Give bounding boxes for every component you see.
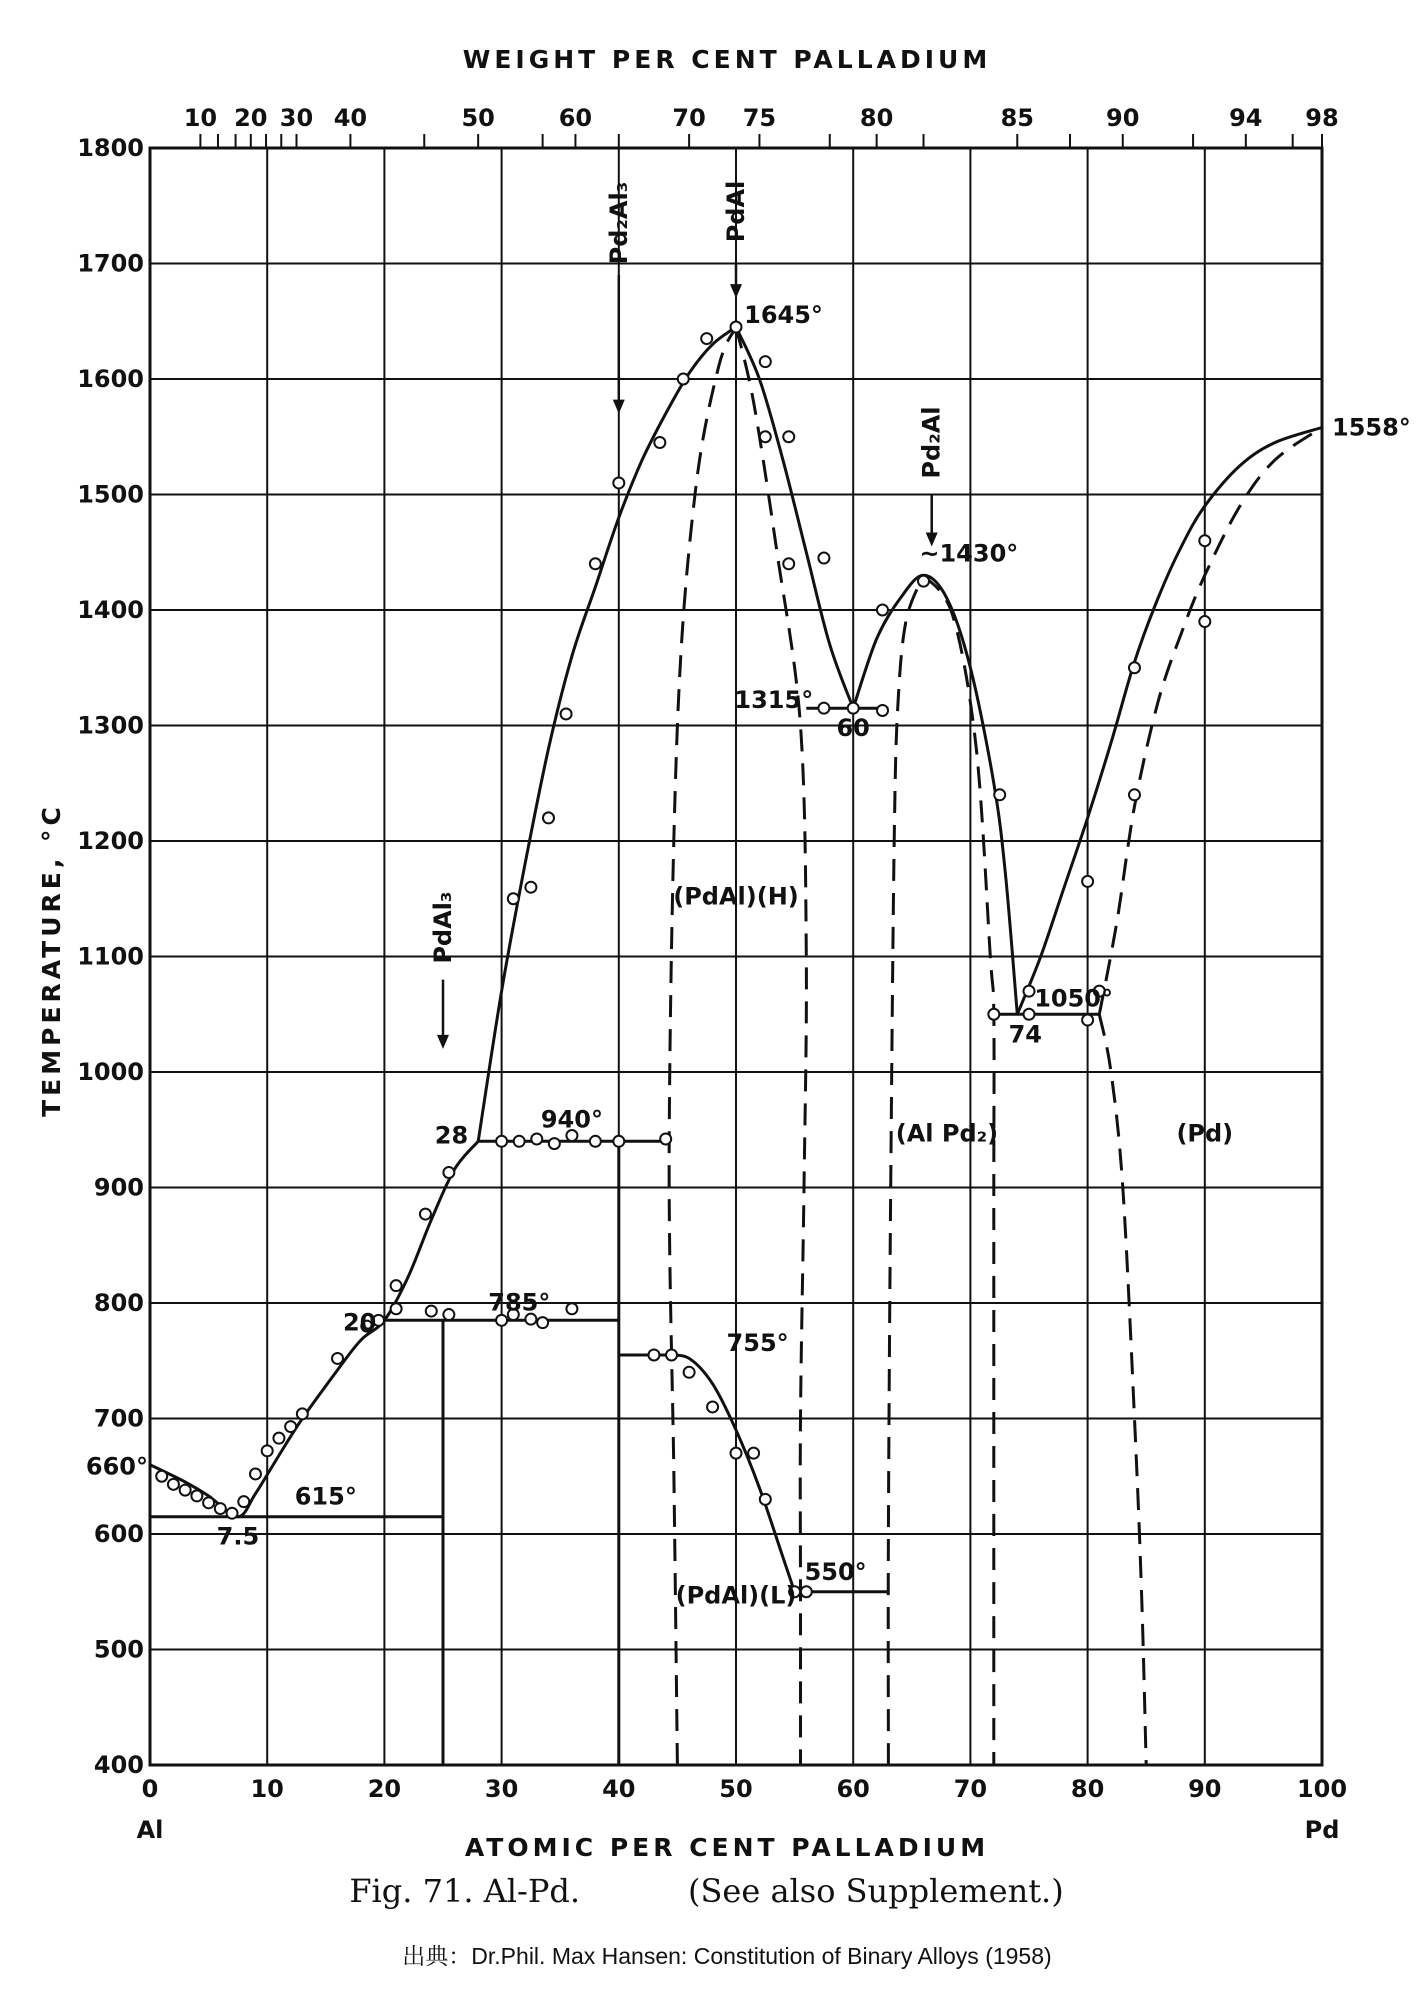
compound-label: Pd₂Al bbox=[917, 406, 946, 479]
weight-tick-label: 98 bbox=[1305, 104, 1339, 132]
data-point bbox=[731, 322, 742, 333]
x-tick-label: 20 bbox=[367, 1775, 402, 1803]
x-axis-end-label-left: Al bbox=[136, 1816, 164, 1844]
compound-arrow-head bbox=[437, 1035, 449, 1049]
x-tick-label: 60 bbox=[836, 1775, 870, 1803]
y-tick-label: 900 bbox=[93, 1173, 144, 1202]
data-point bbox=[525, 882, 536, 893]
data-point bbox=[590, 558, 601, 569]
point-annotation: 660° bbox=[85, 1452, 148, 1481]
weight-tick-label: 40 bbox=[333, 104, 368, 132]
point-annotation: 1315° bbox=[734, 686, 814, 715]
solid-boundary-line bbox=[853, 575, 1017, 1014]
data-point bbox=[250, 1468, 261, 1479]
source-note: 出典：Dr.Phil. Max Hansen: Constitution of Binary Alloys (1958) bbox=[402, 1943, 1052, 1969]
data-point bbox=[537, 1317, 548, 1328]
y-axis-title: TEMPERATURE, °C bbox=[37, 803, 66, 1117]
dashed-boundary-line bbox=[669, 327, 736, 1765]
dashed-boundary-line bbox=[1099, 428, 1322, 1015]
phase-region-label: (PdAl)(L) bbox=[675, 1581, 797, 1610]
dashed-boundary-line bbox=[888, 575, 923, 1765]
data-point bbox=[877, 705, 888, 716]
data-point bbox=[215, 1503, 226, 1514]
solid-boundary-line bbox=[736, 327, 853, 708]
compound-label: PdAl₃ bbox=[429, 891, 457, 964]
data-point bbox=[818, 553, 829, 564]
point-annotation: 615° bbox=[294, 1482, 357, 1511]
data-point bbox=[660, 1133, 671, 1144]
data-point bbox=[420, 1209, 431, 1220]
data-point bbox=[443, 1309, 454, 1320]
weight-tick-label: 94 bbox=[1229, 104, 1263, 132]
point-annotation: ~1430° bbox=[919, 539, 1019, 568]
data-point bbox=[391, 1280, 402, 1291]
dashed-boundary-line bbox=[1099, 1014, 1146, 1765]
data-point bbox=[496, 1136, 507, 1147]
data-point bbox=[391, 1303, 402, 1314]
x-axis-title: ATOMIC PER CENT PALLADIUM bbox=[464, 1833, 990, 1862]
data-point bbox=[988, 1009, 999, 1020]
phase-region-label: (PdAl)(H) bbox=[673, 882, 799, 911]
y-tick-label: 1300 bbox=[77, 711, 144, 740]
weight-tick-label: 90 bbox=[1106, 104, 1140, 132]
weight-tick-label: 80 bbox=[859, 104, 894, 132]
y-tick-label: 400 bbox=[93, 1751, 144, 1779]
y-tick-label: 1600 bbox=[77, 365, 144, 393]
point-annotation: 1050° bbox=[1034, 984, 1113, 1013]
compound-label: PdAl bbox=[722, 180, 750, 243]
y-tick-label: 500 bbox=[93, 1635, 144, 1664]
data-point bbox=[443, 1167, 454, 1178]
data-point bbox=[613, 477, 624, 488]
weight-tick-label: 10 bbox=[183, 104, 218, 132]
data-point bbox=[191, 1490, 202, 1501]
data-point bbox=[701, 333, 712, 344]
data-point bbox=[848, 703, 859, 714]
x-tick-label: 70 bbox=[953, 1775, 988, 1803]
data-point bbox=[1082, 876, 1093, 887]
data-point bbox=[549, 1138, 560, 1149]
data-point bbox=[760, 1494, 771, 1505]
weight-tick-label: 50 bbox=[461, 104, 495, 132]
data-point bbox=[760, 356, 771, 367]
data-point bbox=[666, 1349, 677, 1360]
data-point bbox=[783, 431, 794, 442]
y-tick-label: 1400 bbox=[77, 596, 144, 624]
weight-tick-label: 60 bbox=[558, 104, 593, 132]
x-tick-label: 80 bbox=[1070, 1775, 1105, 1803]
data-point bbox=[684, 1367, 695, 1378]
data-point bbox=[783, 558, 794, 569]
x-tick-label: 100 bbox=[1296, 1775, 1348, 1803]
weight-tick-label: 30 bbox=[279, 104, 314, 132]
y-tick-label: 800 bbox=[93, 1289, 144, 1317]
solid-boundary-line bbox=[478, 327, 736, 1141]
figure-caption-note: (See also Supplement.) bbox=[688, 1872, 1064, 1910]
data-point bbox=[918, 576, 929, 587]
data-point bbox=[203, 1497, 214, 1508]
weight-tick-label: 20 bbox=[234, 104, 268, 132]
phase-region-label: (Al Pd₂) bbox=[895, 1119, 999, 1148]
data-point bbox=[1082, 1015, 1093, 1026]
data-point bbox=[994, 789, 1005, 800]
weight-tick-label: 70 bbox=[672, 104, 706, 132]
point-annotation: 785° bbox=[488, 1288, 551, 1317]
data-point bbox=[613, 1136, 624, 1147]
data-point bbox=[332, 1353, 343, 1364]
x-tick-label: 30 bbox=[484, 1775, 519, 1803]
compound-label: Pd₂Al₃ bbox=[604, 181, 633, 265]
x-tick-label: 90 bbox=[1188, 1775, 1222, 1803]
x-axis-end-label-right: Pd bbox=[1304, 1816, 1340, 1844]
y-tick-label: 600 bbox=[93, 1520, 144, 1548]
data-point bbox=[180, 1485, 191, 1496]
data-point bbox=[1199, 616, 1210, 627]
point-annotation: 940° bbox=[540, 1105, 603, 1134]
solid-boundary-line bbox=[1017, 428, 1322, 1015]
point-annotation: 7.5 bbox=[216, 1522, 260, 1551]
data-point bbox=[156, 1471, 167, 1482]
dashed-boundary-line bbox=[736, 327, 806, 1765]
y-tick-label: 1100 bbox=[77, 942, 144, 971]
point-annotation: 74 bbox=[1008, 1020, 1042, 1049]
compound-arrow-head bbox=[613, 400, 625, 414]
data-point bbox=[297, 1408, 308, 1419]
data-point bbox=[262, 1445, 273, 1456]
data-point bbox=[760, 431, 771, 442]
x-tick-label: 50 bbox=[719, 1775, 753, 1803]
data-point bbox=[748, 1448, 759, 1459]
compound-markers bbox=[429, 181, 946, 1049]
point-annotation: 755° bbox=[726, 1328, 789, 1357]
data-point-markers bbox=[156, 322, 1210, 1598]
data-point bbox=[426, 1306, 437, 1317]
top-axis-title: WEIGHT PER CENT PALLADIUM bbox=[462, 45, 992, 74]
data-point bbox=[818, 703, 829, 714]
data-point bbox=[227, 1508, 238, 1519]
y-tick-label: 1000 bbox=[77, 1058, 144, 1086]
solid-boundary-line bbox=[150, 1141, 478, 1516]
x-tick-label: 40 bbox=[602, 1775, 636, 1803]
y-tick-label: 1200 bbox=[77, 827, 144, 855]
solid-boundary-line bbox=[666, 1355, 795, 1592]
point-annotation: 28 bbox=[434, 1121, 469, 1150]
data-point bbox=[590, 1136, 601, 1147]
data-point bbox=[561, 708, 572, 719]
data-point bbox=[543, 812, 554, 823]
x-tick-label: 10 bbox=[250, 1775, 284, 1803]
data-point bbox=[496, 1315, 507, 1326]
dashed-boundary-line bbox=[924, 575, 995, 1765]
data-point bbox=[877, 605, 888, 616]
data-point bbox=[566, 1303, 577, 1314]
data-point bbox=[1024, 986, 1035, 997]
data-point bbox=[168, 1479, 179, 1490]
x-tick-label: 0 bbox=[141, 1775, 159, 1803]
data-point bbox=[514, 1136, 525, 1147]
data-point bbox=[508, 893, 519, 904]
data-point bbox=[531, 1133, 542, 1144]
data-point bbox=[1129, 662, 1140, 673]
y-tick-label: 700 bbox=[93, 1404, 144, 1433]
weight-tick-label: 75 bbox=[742, 104, 777, 132]
data-point bbox=[238, 1496, 249, 1507]
y-tick-label: 1800 bbox=[77, 134, 144, 162]
point-annotation: 1558° bbox=[1332, 413, 1411, 442]
figure-caption: Fig. 71. Al-Pd. bbox=[349, 1872, 580, 1910]
point-annotation: 550° bbox=[804, 1557, 867, 1586]
data-point bbox=[1024, 1009, 1035, 1020]
point-annotation: 1645° bbox=[744, 301, 823, 330]
data-point bbox=[648, 1349, 659, 1360]
compound-arrow-head bbox=[730, 284, 742, 298]
weight-tick-label: 85 bbox=[1000, 104, 1034, 132]
data-point bbox=[285, 1421, 296, 1432]
data-point bbox=[678, 374, 689, 385]
y-tick-label: 1700 bbox=[77, 249, 144, 278]
data-point bbox=[707, 1401, 718, 1412]
phase-region-label: (Pd) bbox=[1176, 1119, 1234, 1148]
data-point bbox=[731, 1448, 742, 1459]
y-tick-label: 1500 bbox=[77, 480, 144, 509]
data-point bbox=[654, 437, 665, 448]
data-point bbox=[801, 1586, 812, 1597]
data-point bbox=[1199, 535, 1210, 546]
data-point bbox=[1129, 789, 1140, 800]
point-annotation: 20 bbox=[342, 1308, 377, 1337]
grid-lines bbox=[150, 148, 1322, 1765]
data-point bbox=[273, 1433, 284, 1444]
point-annotation: 60 bbox=[836, 714, 870, 743]
